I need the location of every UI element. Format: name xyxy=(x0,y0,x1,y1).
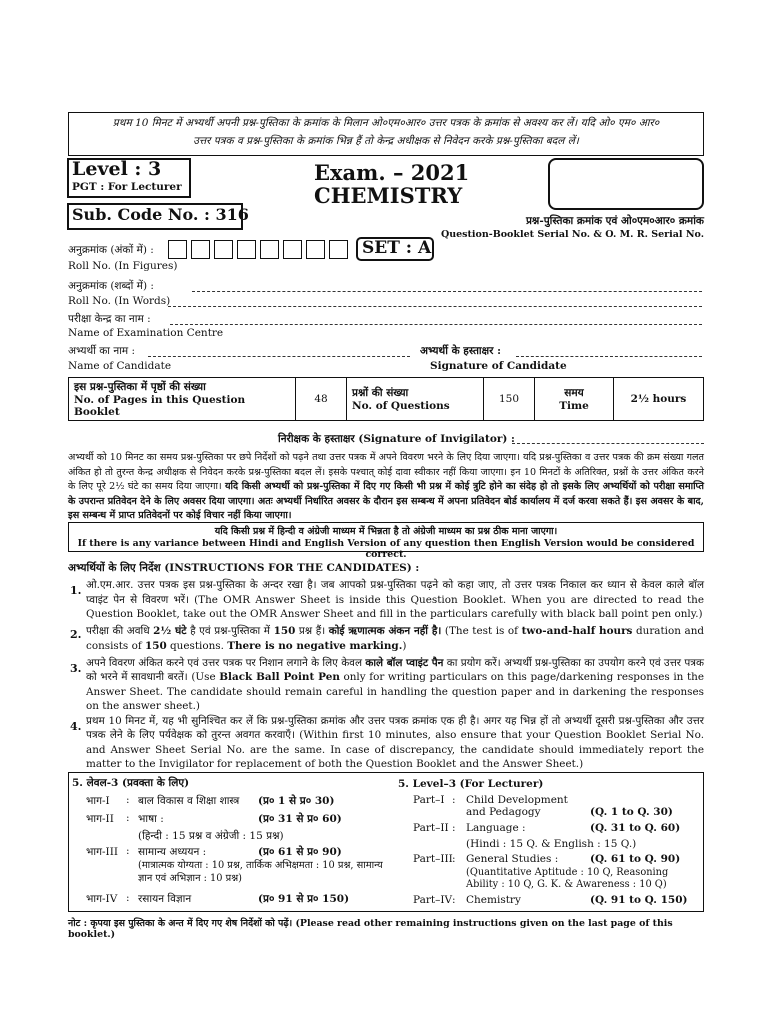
instructions-title-hindi: अभ्यर्थियों के लिए निर्देश xyxy=(68,562,161,574)
instruction-4-number: 4. xyxy=(70,720,82,733)
instruction-2-hindi-b: 2½ घंटे xyxy=(153,625,187,637)
hindi-part-3-sub: (मात्रात्मक योग्यता : 10 प्रश्न, तार्किक अभिक्षमता : 10 प्रश्न, सामान्य ज्ञान एवं अभिज्ञान : 10 प्रश्न) xyxy=(138,860,383,884)
centre-label-hindi: परीक्षा केन्द्र का नाम : xyxy=(68,313,151,325)
subject-title: CHEMISTRY xyxy=(314,183,463,208)
hindi-part-3-label: भाग-III xyxy=(86,846,119,858)
roll-digit-box[interactable] xyxy=(306,240,325,259)
level-label: Level : 3 xyxy=(72,158,162,180)
hindi-part-2-range: (प्र० 31 से प्र० 60) xyxy=(258,813,342,825)
hindi-part-1-range: (प्र० 1 से प्र० 30) xyxy=(258,795,335,807)
hindi-part-3-colon: : xyxy=(126,845,130,857)
instruction-3-english-c: only for writing particulars on this page/darkening responses in the Answer Sheet. The candidate should remain careful in handling the question paper and in darkening the responses on the answer sheet.) xyxy=(86,671,704,713)
roll-words-line-2[interactable] xyxy=(168,306,702,307)
roll-figures-label-hindi: अनुक्रमांक (अंकों में) : xyxy=(68,244,154,256)
roll-words-line[interactable] xyxy=(192,291,702,292)
candidate-label-hindi: अभ्यर्थी का नाम : xyxy=(68,345,136,357)
candidate-name-line[interactable] xyxy=(148,356,410,357)
roll-digit-box[interactable] xyxy=(329,240,348,259)
candidate-label-english: Name of Candidate xyxy=(68,360,172,372)
instructions-title-english: (INSTRUCTIONS FOR THE CANDIDATES) : xyxy=(164,562,420,574)
instruction-3-text xyxy=(86,656,704,714)
instruction-3-hindi-c: का प्रयोग करें। अभ्यर्थी प्रश्न-पुस्तिका का उपयोग करने एवं उत्तर पत्रक को भरने में सावधानी बरतें। xyxy=(86,657,704,684)
exam-year: Exam. – 2021 xyxy=(314,160,470,185)
roll-digit-box[interactable] xyxy=(260,240,279,259)
instruction-3-hindi-b: काले बॉल प्वाइंट पैन xyxy=(365,657,444,669)
instruction-2-hindi-f: कोई ऋणात्मक अंकन नहीं है। xyxy=(328,625,442,637)
english-part-2-label: Part–II xyxy=(413,822,449,834)
questions-cell xyxy=(347,378,484,421)
instruction-3-english-b: Black Ball Point Pen xyxy=(219,671,340,684)
hindi-part-1-colon: : xyxy=(126,794,130,806)
variance-english: If there is any variance between Hindi and English Version of any question then English Version would be considered correct. xyxy=(77,538,695,560)
hindi-part-4-label: भाग-IV xyxy=(86,893,118,905)
instruction-3-number: 3. xyxy=(70,662,82,675)
questions-label-hindi: प्रश्नों की संख्या xyxy=(352,387,409,399)
pages-cell xyxy=(69,378,296,421)
instruction-4-english: (Within first 10 minutes, also ensure that your Question Booklet Serial No. and Answer Sheet Serial No. are the same. In case of discrepancy, the candidate should immediately report the matter to the Invigilator for replacement of both the Question Booklet and the Answer Sheet.) xyxy=(86,729,704,771)
instruction-2-hindi-d: 150 xyxy=(273,625,296,637)
questions-label-english: No. of Questions xyxy=(352,400,450,412)
hindi-part-4-name: रसायन विज्ञान xyxy=(138,893,192,905)
instruction-2-hindi-e: प्रश्न हैं। xyxy=(298,625,326,637)
instructions-title xyxy=(68,561,419,575)
sub-code-label: Sub. Code No. : 316 xyxy=(72,205,249,224)
instruction-1-number: 1. xyxy=(70,584,82,597)
hindi-part-4-colon: : xyxy=(126,892,130,904)
signature-label-english: Signature of Candidate xyxy=(430,360,567,372)
invigilator-signature-line[interactable] xyxy=(512,443,704,444)
hindi-part-4-range: (प्र० 91 से प्र० 150) xyxy=(258,893,350,905)
pages-label-hindi: इस प्रश्न-पुस्तिका में पृष्ठों की संख्या xyxy=(74,381,206,393)
general-para-bold: यदि किसी अभ्यर्थी को प्रश्न-पुस्तिका में दिए गए किसी भी प्रश्न में कोई त्रुटि होने का संदेह हो तो इसके लिए अभ्यर्थियों को परीक्षा समाप्ति के उपरान्त प्रतिवेदन देने के लिए अवसर दिया जाएगा। अतः अभ्यर्थी निर्धारित अवसर के दौरान इस सम्बन्ध में अपना प्रतिवेदन बोर्ड कार्यालय में दर्ज करवा सकते हैं। इस अवसर के बाद, इस सम्बन्ध में प्राप्त प्रतिवेदनों पर कोई विचार नहीं किया जाएगा। xyxy=(68,481,704,522)
footer-note-hindi: नोट : कृपया इस पुस्तिका के अन्त में दिए गए शेष निर्देशों को पढ़ें। xyxy=(68,918,293,929)
footer-note xyxy=(68,916,704,940)
instruction-3-english-a: (Use xyxy=(191,671,216,684)
hindi-part-1-label: भाग-I xyxy=(86,795,110,807)
pages-label-english: No. of Pages in this Question Booklet xyxy=(74,394,246,418)
english-part-3-label: Part–III xyxy=(413,853,453,865)
english-part-1-name2: and Pedagogy xyxy=(466,806,541,818)
instruction-2-text xyxy=(86,624,704,654)
instruction-2-english-f: There is no negative marking. xyxy=(227,640,403,652)
english-part-4-label: Part–IV xyxy=(413,894,453,906)
variance-hindi: यदि किसी प्रश्न में हिन्दी व अंग्रेजी माध्यम में भिन्नता है तो अंग्रेजी माध्यम का प्रश्न ठीक माना जाएगा। xyxy=(214,526,558,537)
english-part-3-range: (Q. 61 to Q. 90) xyxy=(590,853,681,865)
instruction-4-hindi: प्रथम 10 मिनट में, यह भी सुनिश्चित कर लें कि प्रश्न-पुस्तिका क्रमांक और उत्तर पत्रक क्रमांक एक ही है। अगर यह भिन्न हों तो अभ्यर्थी दूसरी प्रश्न-पुस्तिका और उत्तर पत्रक लेने के लिए पर्यवेक्षक को तुरन्त अवगत करवाएँ। xyxy=(86,715,704,742)
english-part-4-name: Chemistry xyxy=(466,894,521,906)
time-cell xyxy=(535,378,614,421)
roll-digit-box[interactable] xyxy=(191,240,210,259)
general-para-text: अभ्यर्थी को 10 मिनट का समय प्रश्न-पुस्तिका पर छपे निर्देशों को पढ़ने तथा उत्तर पत्रक में अपने विवरण भरने के लिए दिया जाएगा। यदि प्रश्न-पुस्तिका व उत्तर पत्रक की क्रम संख्या गलत अंकित हो तो तुरन्त केन्द्र अधीक्षक से निवेदन करके प्रश्न-पुस्तिका बदल लें। इसके पश्चात् कोई दावा स्वीकार नहीं किया जाएगा। इन 10 मिनटों के अतिरिक्त, प्रश्नों के उत्तर अंकित करने के लिए पूरे 2½ घंटे का समय दिया जाएगा। xyxy=(68,452,704,493)
instruction-2-english-d: 150 xyxy=(144,640,167,652)
english-part-3-name: General Studies : xyxy=(466,853,559,865)
english-part-1-range: (Q. 1 to Q. 30) xyxy=(590,806,673,818)
hindi-part-3-range: (प्र० 61 से प्र० 90) xyxy=(258,846,342,858)
english-part-4-colon: : xyxy=(452,894,456,906)
english-part-1-name: Child Development xyxy=(466,794,568,806)
roll-digit-box[interactable] xyxy=(237,240,256,259)
roll-digit-box[interactable] xyxy=(283,240,302,259)
centre-line[interactable] xyxy=(170,324,702,325)
english-part-2-colon: : xyxy=(452,822,456,834)
instruction-2-hindi-c: है एवं प्रश्न-पुस्तिका में xyxy=(190,625,271,637)
english-part-2-name: Language : xyxy=(466,822,526,834)
hindi-part-2-name: भाषा : xyxy=(138,813,164,825)
instruction-1-text xyxy=(86,578,704,622)
questions-value: 150 xyxy=(484,378,535,421)
instruction-2-english-b: two-and-half hours xyxy=(521,625,633,637)
time-label-english: Time xyxy=(559,400,589,412)
hindi-part-2-sub: (हिन्दी : 15 प्रश्न व अंग्रेजी : 15 प्रश्न) xyxy=(138,830,284,842)
serial-number-box xyxy=(548,158,704,210)
instruction-2-english-e: questions. xyxy=(170,640,224,652)
invigilator-label-hindi: निरीक्षक के हस्ताक्षर xyxy=(278,433,355,445)
english-part-1-label: Part–I xyxy=(413,794,445,806)
footer-note-english: (Please read other remaining instructions given on the last page of this booklet.) xyxy=(68,918,673,940)
instruction-1-hindi: ओ.एम.आर. उत्तर पत्रक इस प्रश्न-पुस्तिका के अन्दर रखा है। जब आपको प्रश्न-पुस्तिका पढ़ने को कहा जाए, तो उत्तर पत्रक निकाल कर ध्यान से केवल काले बॉल प्वाइंट पेन से विवरण भरें। xyxy=(86,579,704,606)
invigilator-label-english: (Signature of Invigilator) : xyxy=(358,433,515,445)
english-part-2-range: (Q. 31 to Q. 60) xyxy=(590,822,681,834)
invigilator-label xyxy=(278,432,515,446)
english-part-3-colon: : xyxy=(452,853,456,865)
time-label-hindi: समय xyxy=(564,387,584,399)
notice-line-1: प्रथम 10 मिनट में अभ्यर्थी अपनी प्रश्न-पुस्तिका के क्रमांक के मिलान ओ०एम०आर० उत्तर पत्रक के क्रमांक से अवश्य कर लें। यदि ओ० एम० आर० xyxy=(112,117,660,129)
instruction-3-hindi-a: अपने विवरण अंकित करने एवं उत्तर पत्रक पर निशान लगाने के लिए केवल xyxy=(86,657,363,669)
english-part-3-sub: (Quantitative Aptitude : 10 Q, Reasoning Ability : 10 Q, G. K. & Awareness : 10 Q) xyxy=(466,867,669,890)
roll-digit-box[interactable] xyxy=(168,240,187,259)
instruction-2-english-c: duration and consists of xyxy=(86,625,705,652)
signature-line[interactable] xyxy=(516,356,702,357)
instruction-2-hindi-a: परीक्षा की अवधि xyxy=(86,625,150,637)
set-label: SET : A xyxy=(362,238,432,258)
roll-words-label-hindi: अनुक्रमांक (शब्दों में) : xyxy=(68,280,154,292)
roll-digit-box[interactable] xyxy=(214,240,233,259)
hindi-part-3-name: सामान्य अध्ययन : xyxy=(138,846,207,858)
english-part-2-sub: (Hindi : 15 Q. & English : 15 Q.) xyxy=(466,838,637,850)
instruction-2-english-g: ) xyxy=(402,640,407,652)
serial-label-english: Question-Booklet Serial No. & O. M. R. Serial No. xyxy=(440,229,704,240)
english-parts-title: 5. Level–3 (For Lecturer) xyxy=(398,778,544,790)
notice-line-2: उत्तर पत्रक व प्रश्न-पुस्तिका के क्रमांक भिन्न हैं तो केन्द्र अधीक्षक से निवेदन करके प्रश्न-पुस्तिका बदल लें। xyxy=(193,135,579,147)
pgt-label: PGT : For Lecturer xyxy=(72,181,182,193)
roll-words-label-english: Roll No. (In Words) xyxy=(68,295,171,307)
hindi-part-2-colon: : xyxy=(126,812,130,824)
hindi-part-1-name: बाल विकास व शिक्षा शास्त्र xyxy=(138,795,240,807)
english-part-4-range: (Q. 91 to Q. 150) xyxy=(590,894,688,906)
pages-value: 48 xyxy=(296,378,347,421)
serial-label-hindi: प्रश्न-पुस्तिका क्रमांक एवं ओ०एम०आर० क्रमांक xyxy=(525,215,704,227)
roll-figures-label-english: Roll No. (In Figures) xyxy=(68,260,178,272)
instruction-2-number: 2. xyxy=(70,628,82,641)
booklet-info-table xyxy=(68,377,704,421)
instruction-2-english-a: (The test is of xyxy=(444,625,519,637)
signature-label-hindi: अभ्यर्थी के हस्ताक्षर : xyxy=(420,345,502,357)
english-part-1-colon: : xyxy=(452,794,456,806)
instruction-4-text xyxy=(86,714,704,772)
general-instructions-para xyxy=(68,451,704,524)
hindi-part-2-label: भाग-II xyxy=(86,813,114,825)
time-value: 2½ hours xyxy=(614,378,704,421)
instruction-1-english: (The OMR Answer Sheet is inside this Question Booklet. When you are directed to read the Question Booklet, take out the OMR Answer Sheet and fill in the particulars carefully with black ball point pen only.) xyxy=(86,593,704,620)
centre-label-english: Name of Examination Centre xyxy=(68,327,224,339)
hindi-parts-title: 5. लेवल-3 (प्रवक्ता के लिए) xyxy=(72,777,190,789)
